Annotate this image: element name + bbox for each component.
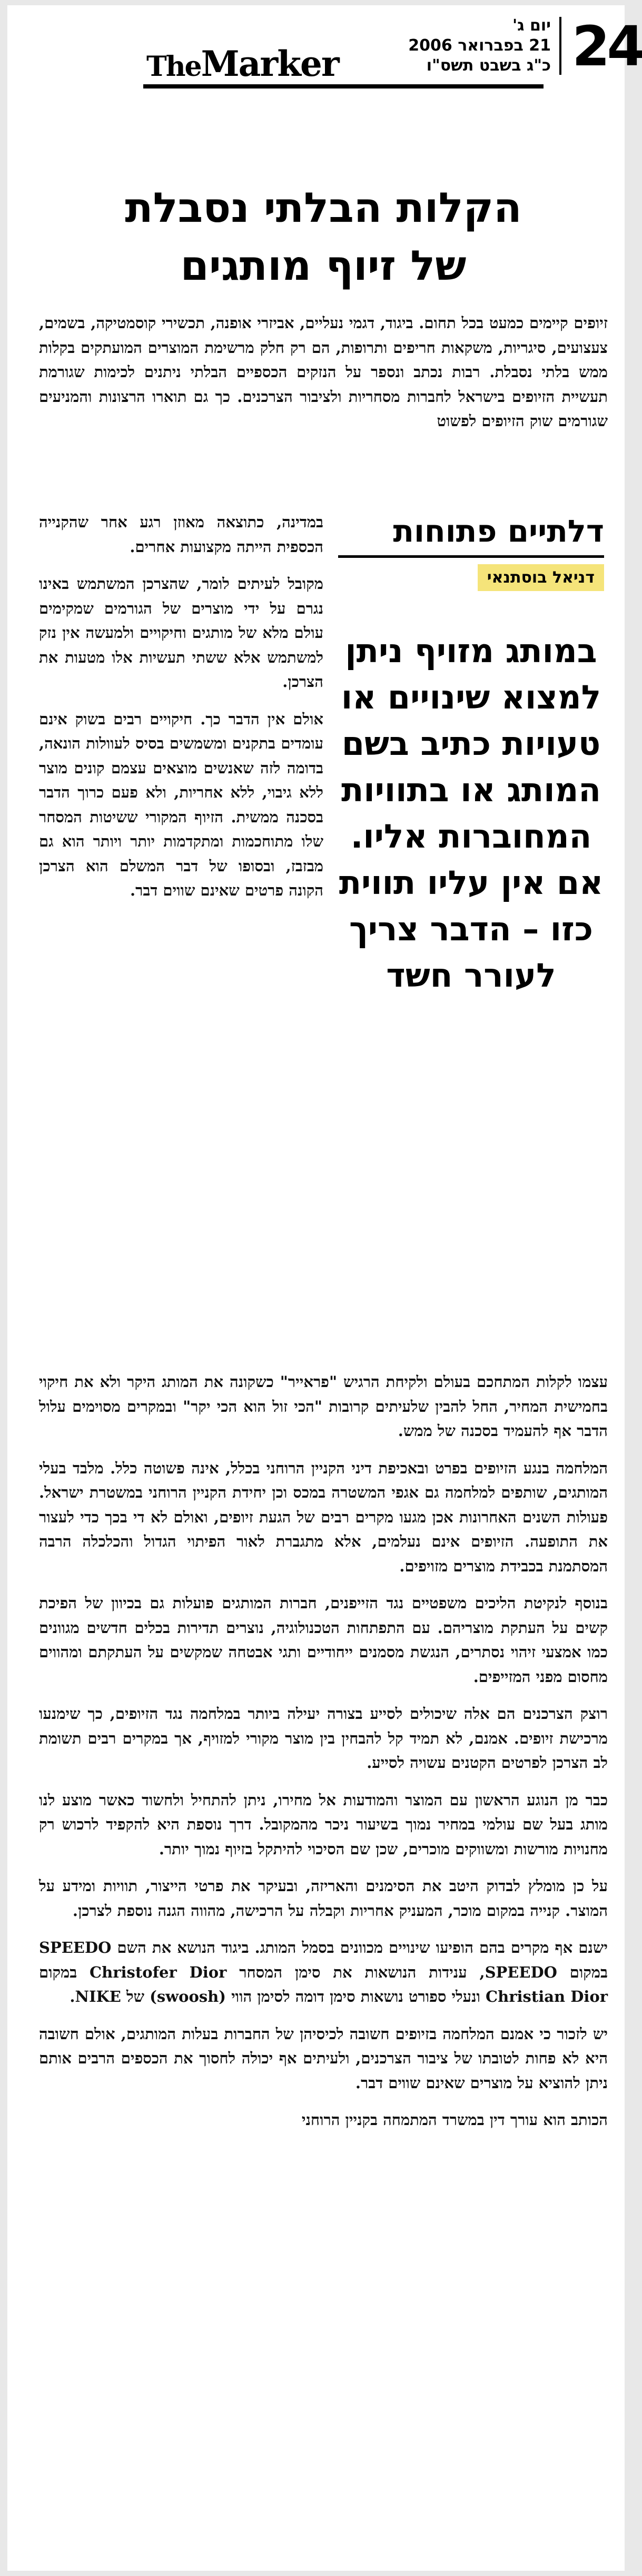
opinion-sidebar [338,510,604,1353]
article-lead [39,311,608,446]
author-byline: דניאל בוסתנאי [478,564,604,591]
date-gregorian: 21 בפברואר 2006 [408,36,551,55]
headline-line-2: של זיוף מותגים [180,242,467,290]
article-body [39,1370,608,2145]
logo-the: The [146,51,201,83]
body-paragraph: ישנם אף מקרים בהם הופיעו שינויים מכוונים בסמל המותג. ביגוד הנושא את השם SPEEDO במקום SPEEDO, ענידות הנושאות את סימן המסחר Christofer Dior במקום Christian Dior ונעלי ספורט נושאות סימן דומה לסימן הווי (swoosh) של NIKE. [39,1939,608,2005]
page-number: 24 [572,14,642,78]
newspaper-logo [146,43,339,84]
masthead-divider [559,17,561,75]
body-paragraph: כבר מן הנוגע הראשון עם המוצר והמודעות אל מחירו, ניתן להתחיל ולחשוד כאשר מוצע לנו מותג בעל שם עולמי במחיר נמוך בשיעור ניכר מהמקובל. דרך נוספת היא להקפיד לרכוש רק מחנויות מורשות ומשווקים מוכרים, שכן שם הסיכוי להיתקל בזיוף נמוך יותר. [39,1791,608,1858]
left-paragraph: מקובל לעיתים לומר, שהצרכן המשתמש באינו נגרם על ידי מוצרים של הגורמים שמקימים עולם מלא של מותגים וחיקויים ולמעשה אין נזק למשתמש אלא ששתי תעשיות אלו מטעות את הצרכן. [39,575,323,691]
body-paragraph: המלחמה בנגע הזיופים בפרט ובאכיפת דיני הקניין הרוחני בכלל, אינה פשוטה כלל. מלבד בעלי המותגים, שותפים למלחמה גם אגפי המשטרה במכס וכן יחידת הקניין הרוחני במשטרת ישראל. פעולות השנים האחרונות אכן מגעו מקרים רבים של הגעת זיופים, ואולם לא די בכך כדי לעצור את התופעה. הזיופים אינם נעלמים, אלא מתגברת לאור הפיתוי הגדול והכלכלה הרבה המסתמנת בכבידת מוצרים מזויפים. [39,1459,608,1575]
article-headline [39,179,608,295]
left-paragraph: אולם אין הדבר כך. חיקויים רבים בשוק אינם עומדים בתקנים ומשמשים בסיס לעוולות הונאה, בדומה לזה שאנשים מוצאים עצמם קונים מוצר ללא גיבוי, ללא אחריות, ולא פעם כרוך הדבר בסכנה ממשית. הזיוף המקורי ששיטות המסחר שלו מתוחכמות ומתקדמות יותר ויותר הוא גם מבזבז, ובסופו של דבר המשלם הוא הצרכן הקונה פרטים שאינם שווים דבר. [39,710,323,899]
body-paragraph: עצמו לקלות המתחכם בעולם ולקיחת הרגיש "פראייר" כשקונה את המותג היקר ולא את חיקוי בחמישית המחיר, החל להבין שלעיתים קרובות "הכי זול הוא הכי יקר" ובמקרים מסוימים עלול הדבר אף להעמיד בסכנה של ממש. [39,1373,608,1440]
lead-paragraph: זיופים קיימים כמעט בכל תחום. ביגוד, דגמי נעליים, אביזרי אופנה, תכשירי קוסמטיקה, בשמים, צעצועים, סיגריות, משקאות חריפים ותרופות, הם רק חלק מרשימת המוצרים המועתקים בקלות ממש בלתי נסבלת. רבות נכתב ונספר על הנזקים הכספיים הבלתי ניתנים לכימות שגורמת תעשיית הזיופים בישראל לחברות מסחריות ולציבור הצרכנים. כך גם תוארו הרצונות והמניעים שגורמים שוק הזיופים לפשוט [39,314,608,430]
article-left-column [39,510,323,916]
body-paragraph: רוצק הצרכנים הם אלה שיכולים לסייע בצורה יעילה ביותר במלחמה נגד הזיופים, כך שימנעו מרכישת זיופים. אמנם, לא תמיד קל להבחין בין מוצר מקורי למזויף, אך במקרים רבים תשומת לב הצרכן לפרטים הקטנים עשויה לסייע. [39,1705,608,1772]
newspaper-page [7,5,642,2571]
masthead-rule [143,84,544,89]
body-paragraph: יש לזכור כי אמנם המלחמה בזיופים חשובה לכיסיהן של החברות בעלות המותגים, אולם חשובה היא לא פחות לטובתו של ציבור הצרכנים, ולעיתים אף יכולה לחסוך את הכספים הרבים אותם ניתן להוציא על מוצרים שאינם שווים דבר. [39,2024,608,2092]
pull-quote: במותג מזויף ניתן למצוא שינויים או טעויות כתיב בשם המותג או בתוויות המחוברות אליו. אם אין עליו תווית כזו – הדבר צריך לעורר חשד [339,632,604,995]
left-paragraph: במדינה, כתוצאה מאוזן רגע אחר שהקנייה הכספית הייתה מקצועות אחרים. [39,513,323,556]
sidebar-rule [338,555,604,558]
author-note: הכותב הוא עורך דין במשרד המתמחה בקניין הרוחני [301,2111,608,2129]
logo-name: Marker [201,43,339,84]
date-hebrew: כ"ג בשבט תשס"ו [426,56,551,75]
date-day: יום ג' [512,16,551,35]
masthead [15,5,642,95]
headline-line-1: הקלות הבלתי נסבלת [125,184,522,232]
body-paragraph: על כן מומלץ לבדוק היטב את הסימנים והאריזה, ובעיקר את פרטי הייצור, תוויות ומידע על המוצר. קנייה במקום מוכר, המעניק אחריות וקבלה על הרכישה, מהווה הגנה נוספת לצרכן. [39,1877,608,1920]
body-paragraph: בנוסף לנקיטת הליכים משפטיים נגד הזייפנים, חברות המותגים פועלות גם בכיוון של הפיכת קשים על העתקת מוצריהם. עם התפתחות הטכנולוגיה, נוצרים תדירות בכלים חדשים מגוונים כמו אמצעי זיהוי נסתרים, הנגשת מסמנים ייחודיים ותגי אבטחה שמקשים על העתקתם ומהווים מחסום מפני המזייפים. [39,1594,608,1686]
issue-date [382,16,551,76]
column-name: דלתיים פתוחות [393,513,604,549]
